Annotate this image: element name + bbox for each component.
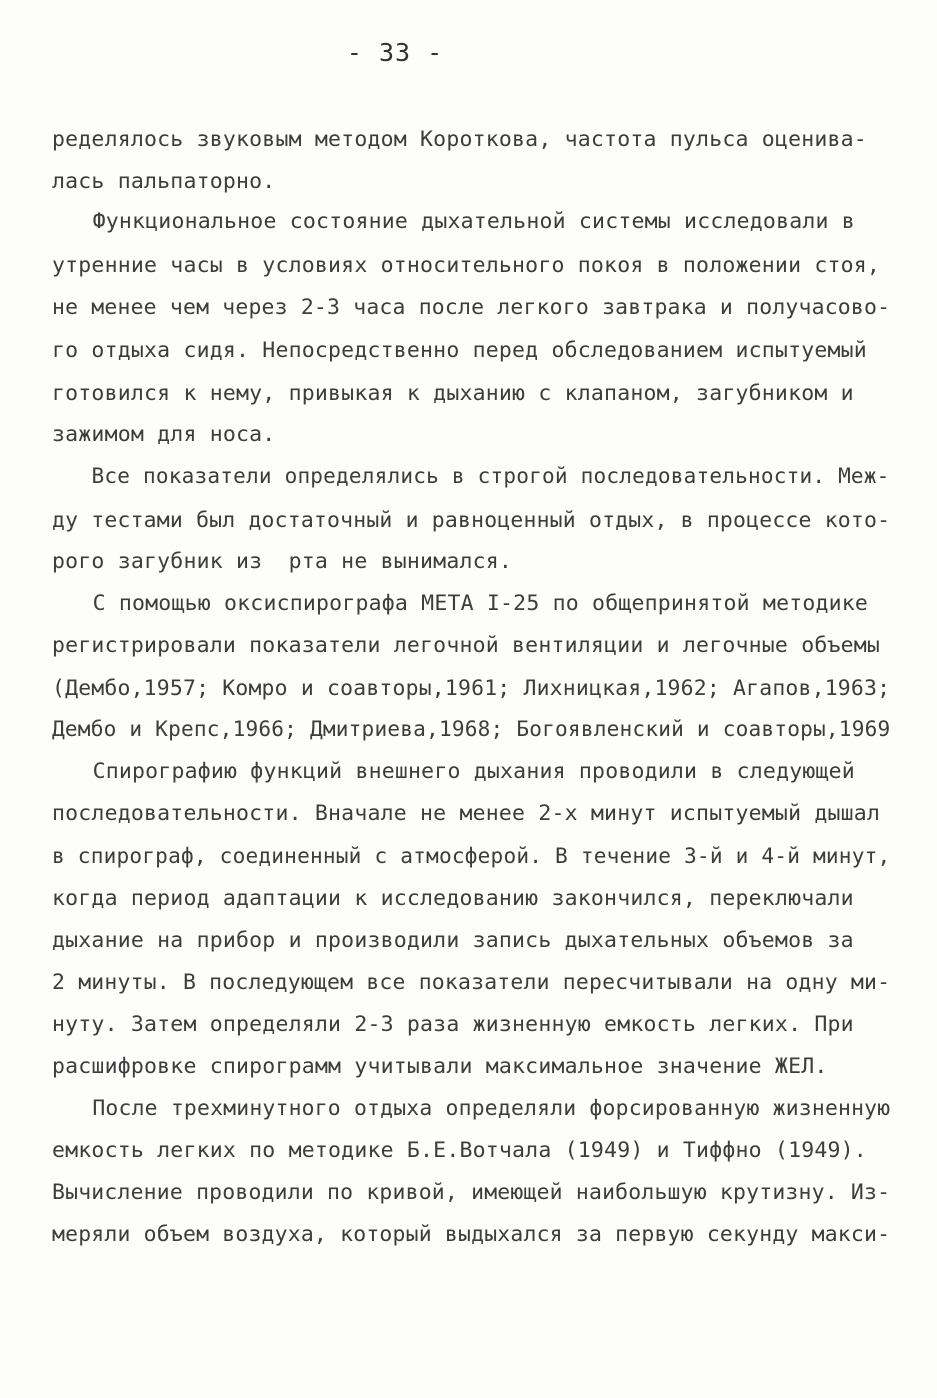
text-line: утренние часы в условиях относительного покоя в положении стоя,	[52, 253, 881, 278]
text-line: рого загубник из рта не вынимался.	[52, 549, 513, 574]
text-line: не менее чем через 2-3 часа после легкого завтрака и получасово-	[52, 295, 891, 320]
text-line: ределялось звуковым методом Короткова, частота пульса оценива-	[52, 127, 867, 152]
text-line: меряли объем воздуха, который выдыхался за первую секунду макси-	[52, 1222, 891, 1247]
text-line: регистрировали показатели легочной вентиляции и легочные объемы	[52, 633, 881, 658]
text-line: дыхание на прибор и производили запись дыхательных объемов за	[52, 928, 854, 953]
text-line: нуту. Затем определяли 2-3 раза жизненную емкость легких. При	[52, 1012, 854, 1037]
text-line: С помощью оксиспирографа МЕТА I-25 по общепринятой методике	[40, 591, 869, 616]
text-line: После трехминутного отдыха определяли форсированную жизненную	[40, 1096, 891, 1121]
text-line: Вычисление проводили по кривой, имеющей наибольшую крутизну. Из-	[52, 1180, 891, 1205]
text-line: (Дембо,1957; Комро и соавторы,1961; Лихницкая,1962; Агапов,1963;	[52, 676, 891, 701]
text-line: Все показатели определялись в строгой последовательности. Меж-	[40, 464, 890, 489]
text-line: Спирографию функций внешнего дыхания проводили в следующей	[40, 759, 855, 784]
text-line: Дембо и Крепс,1966; Дмитриева,1968; Богоявленский и соавторы,1969	[52, 717, 891, 742]
text-line: 2 минуты. В последующем все показатели пересчитывали на одну ми-	[52, 970, 891, 995]
text-line: в спирограф, соединенный с атмосферой. В течение 3-й и 4-й минут,	[52, 844, 891, 869]
text-line: емкость легких по методике Б.Е.Вотчала (1949) и Тиффно (1949).	[52, 1138, 867, 1163]
text-line: готовился к нему, привыкая к дыханию с клапаном, загубником и	[52, 381, 854, 406]
text-line: ду тестами был достаточный и равноценный отдых, в процессе кото-	[52, 508, 891, 533]
page-number: - 33 -	[346, 38, 444, 67]
text-line: Функциональное состояние дыхательной системы исследовали в	[40, 209, 855, 234]
text-line: когда период адаптации к исследованию закончился, переключали	[52, 886, 854, 911]
text-line: расшифровке спирограмм учитывали максимальное значение ЖЕЛ.	[52, 1054, 828, 1079]
text-line: последовательности. Вначале не менее 2-х минут испытуемый дышал	[52, 801, 881, 826]
text-line: зажимом для носа.	[52, 422, 276, 447]
text-line: го отдыха сидя. Непосредственно перед обследованием испытуемый	[52, 338, 867, 363]
text-line: лась пальпаторно.	[52, 169, 276, 194]
